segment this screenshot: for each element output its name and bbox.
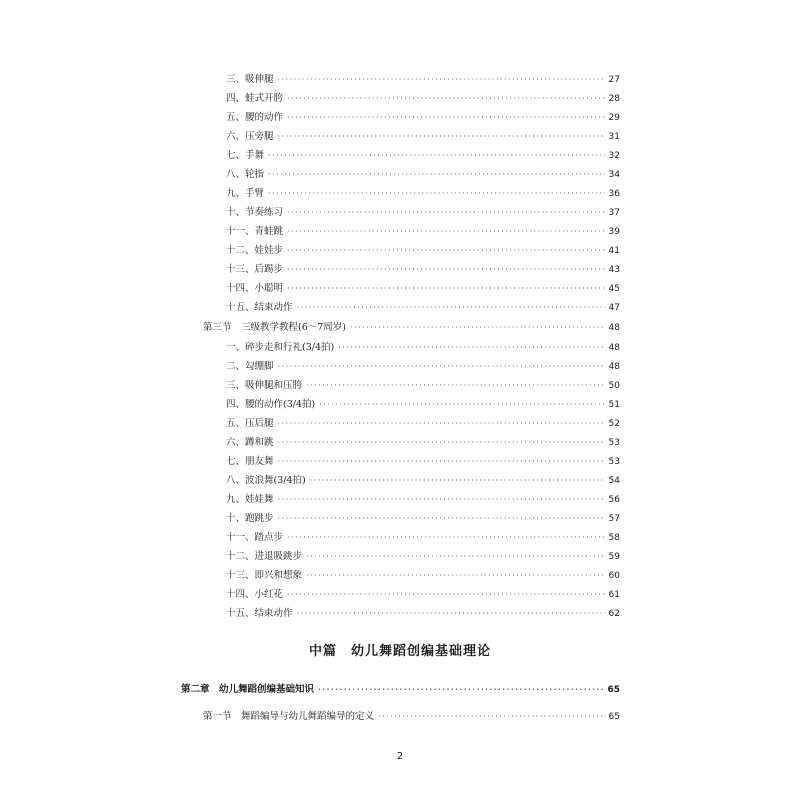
toc-entry-page: 57 — [608, 514, 620, 524]
dot-leader — [378, 709, 605, 725]
toc-entry-page: 45 — [608, 284, 620, 294]
dot-leader — [278, 454, 605, 470]
dot-leader — [319, 397, 604, 413]
toc-entry[interactable] — [226, 205, 620, 221]
toc-entry-page: 59 — [608, 552, 620, 562]
dot-leader — [350, 320, 605, 336]
dot-leader — [306, 568, 605, 584]
toc-entry-page: 43 — [608, 265, 620, 275]
toc-entry[interactable] — [226, 91, 620, 107]
dot-leader — [278, 129, 605, 145]
dot-leader — [278, 492, 605, 508]
toc-entry-label: 六、蹲和跳 — [226, 437, 274, 448]
toc-entry[interactable] — [226, 340, 620, 356]
toc-entry-page: 27 — [608, 75, 620, 85]
toc-entry[interactable] — [226, 72, 620, 88]
toc-entry-label: 十、节奏练习 — [226, 207, 284, 218]
toc-entry[interactable] — [226, 587, 620, 603]
toc-entry-label: 七、朋友舞 — [226, 456, 274, 467]
toc-entry-label: 十三、即兴和想象 — [226, 570, 303, 581]
toc-entry[interactable] — [226, 435, 620, 451]
dot-leader — [306, 378, 605, 394]
toc-chapter-label: 第二章 幼儿舞蹈创编基础知识 — [181, 684, 315, 695]
toc-entry-label: 十五、结束动作 — [226, 302, 293, 313]
dot-leader — [297, 606, 605, 622]
toc-entry[interactable] — [226, 454, 620, 470]
toc-entry[interactable] — [226, 492, 620, 508]
toc-entry-page: 60 — [608, 571, 620, 581]
toc-entry-label: 三、吸伸腿和压胯 — [226, 380, 303, 391]
dot-leader — [278, 511, 605, 527]
toc-entry-label: 三、吸伸腿 — [226, 74, 274, 85]
toc-entry-page: 31 — [608, 132, 620, 142]
toc-entry-label: 十三、后踢步 — [226, 264, 284, 275]
toc-entry[interactable] — [226, 530, 620, 546]
toc-entry-label: 四、蛙式开胯 — [226, 93, 284, 104]
dot-leader — [306, 549, 605, 565]
dot-leader — [318, 681, 603, 697]
toc-entry[interactable] — [226, 167, 620, 183]
dot-leader — [297, 300, 605, 316]
dot-leader — [287, 205, 605, 221]
toc-entry-page: 36 — [608, 189, 620, 199]
dot-leader — [278, 72, 605, 88]
toc-section-entry[interactable] — [203, 320, 620, 336]
toc-entry-page: 48 — [608, 362, 620, 372]
toc-entry-label: 十二、娃娃步 — [226, 245, 284, 256]
toc-section-entry[interactable] — [203, 709, 620, 725]
toc-entry-label: 十、跑跳步 — [226, 513, 274, 524]
toc-entry[interactable] — [226, 281, 620, 297]
dot-leader — [338, 340, 604, 356]
toc-entry[interactable] — [226, 129, 620, 145]
toc-entry-page: 53 — [608, 457, 620, 467]
toc-entry-label: 五、腰的动作 — [226, 112, 284, 123]
part-title: 中篇 幼儿舞蹈创编基础理论 — [308, 644, 491, 659]
toc-entry-label: 十二、进退吸跳步 — [226, 551, 303, 562]
toc-entry[interactable] — [226, 110, 620, 126]
toc-entry[interactable] — [226, 300, 620, 316]
toc-chapter-entry[interactable] — [181, 681, 620, 697]
toc-entry[interactable] — [226, 473, 620, 489]
toc-entry[interactable] — [226, 511, 620, 527]
dot-leader — [310, 473, 605, 489]
toc-section-page: 48 — [608, 323, 620, 333]
toc-entry-page: 62 — [608, 609, 620, 619]
toc-entry[interactable] — [226, 224, 620, 240]
toc-entry-page: 61 — [608, 590, 620, 600]
toc-entry[interactable] — [226, 243, 620, 259]
dot-leader — [287, 587, 605, 603]
toc-section-page: 65 — [608, 712, 620, 722]
toc-entry-label: 九、娃娃舞 — [226, 494, 274, 505]
toc-section-label: 第三节 三级教学教程(6～7周岁) — [203, 322, 347, 333]
dot-leader — [287, 110, 605, 126]
toc-entry-page: 56 — [608, 495, 620, 505]
toc-entry[interactable] — [226, 549, 620, 565]
toc-entry-label: 五、压后腿 — [226, 418, 274, 429]
toc-entry-page: 34 — [608, 170, 620, 180]
toc-entry-label: 二、勾绷脚 — [226, 361, 274, 372]
dot-leader — [287, 91, 605, 107]
toc-entry-label: 六、压旁腿 — [226, 131, 274, 142]
toc-entry[interactable] — [226, 148, 620, 164]
toc-entry-page: 54 — [608, 476, 620, 486]
toc-entry-label: 一、碎步走和行礼(3/4拍) — [226, 342, 335, 353]
dot-leader — [268, 148, 605, 164]
toc-entry[interactable] — [226, 262, 620, 278]
toc-section-label: 第一节 舞蹈编导与幼儿舞蹈编导的定义 — [203, 711, 375, 722]
toc-entry-label: 八、轮指 — [226, 169, 265, 180]
toc-entry-page: 58 — [608, 533, 620, 543]
toc-entry-page: 47 — [608, 303, 620, 313]
toc-entry-page: 39 — [608, 227, 620, 237]
dot-leader — [287, 530, 605, 546]
toc-entry[interactable] — [226, 359, 620, 375]
toc-entry[interactable] — [226, 186, 620, 202]
toc-entry-label: 七、手舞 — [226, 150, 265, 161]
dot-leader — [268, 167, 605, 183]
dot-leader — [278, 416, 605, 432]
toc-entry[interactable] — [226, 568, 620, 584]
toc-entry-label: 十一、青蛙跳 — [226, 226, 284, 237]
page-number: 2 — [396, 751, 404, 762]
dot-leader — [287, 224, 605, 240]
toc-entry-page: 51 — [608, 400, 620, 410]
toc-entry[interactable] — [226, 606, 620, 622]
dot-leader — [278, 359, 605, 375]
toc-entry[interactable] — [226, 397, 620, 413]
toc-entry-page: 32 — [608, 151, 620, 161]
dot-leader — [287, 243, 605, 259]
toc-entry[interactable] — [226, 416, 620, 432]
toc-entry-page: 28 — [608, 94, 620, 104]
toc-entry-label: 十四、小聪明 — [226, 283, 284, 294]
toc-entry-page: 37 — [608, 208, 620, 218]
toc-entry-page: 50 — [608, 381, 620, 391]
toc-entry-label: 十五、结束动作 — [226, 608, 293, 619]
toc-entry-page: 29 — [608, 113, 620, 123]
toc-entry-page: 41 — [608, 246, 620, 256]
dot-leader — [287, 281, 605, 297]
toc-entry-page: 53 — [608, 438, 620, 448]
toc-entry-page: 48 — [608, 343, 620, 353]
dot-leader — [287, 262, 605, 278]
toc-entry-label: 四、腰的动作(3/4拍) — [226, 399, 316, 410]
toc-entry-page: 52 — [608, 419, 620, 429]
toc-entry-label: 十四、小红花 — [226, 589, 284, 600]
dot-leader — [278, 435, 605, 451]
toc-chapter-page: 65 — [607, 685, 620, 695]
toc-entry-label: 八、波浪舞(3/4拍) — [226, 475, 306, 486]
toc-entry[interactable] — [226, 378, 620, 394]
dot-leader — [268, 186, 605, 202]
toc-entry-label: 九、手臂 — [226, 188, 265, 199]
toc-entry-label: 十一、踏点步 — [226, 532, 284, 543]
